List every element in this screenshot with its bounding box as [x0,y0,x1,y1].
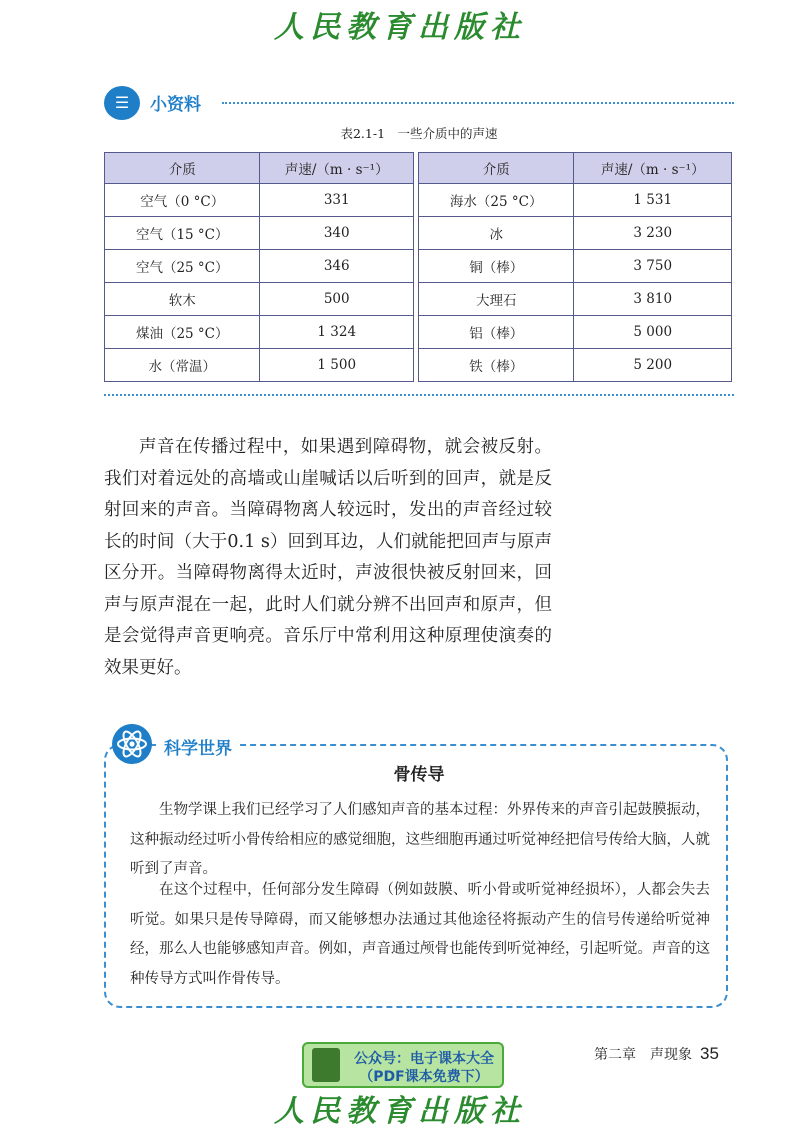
table-row [105,184,732,217]
medium-cell: 大理石 [418,283,574,316]
sound-speed-table [104,152,732,382]
medium-cell: 空气（15 °C） [105,217,260,250]
resource-section-header [104,86,734,120]
book-icon [312,1048,340,1082]
section-divider [104,394,734,396]
medium-cell: 冰 [418,217,574,250]
section-divider [222,102,734,104]
watermark-line: （PDF课本免费下） [359,1069,489,1085]
publisher-footer: 人民教育出版社 [274,1094,526,1129]
chapter-label: 第二章 声现象 [594,1047,692,1063]
science-world-header [112,724,732,764]
speed-cell: 1 500 [260,349,414,382]
speed-cell: 5 000 [574,316,732,349]
table-row [105,217,732,250]
resource-section-title: 小资料 [150,95,201,115]
medium-cell: 空气（0 °C） [105,184,260,217]
page-number: 35 [700,1044,719,1063]
table-row [105,250,732,283]
book-icon: ☰ [104,86,140,120]
box-paragraph: 生物学课上我们已经学习了人们感知声音的基本过程：外界传来的声音引起鼓膜振动，这种振动经过听小骨传给相应的感觉细胞，这些细胞再通过听觉神经把信号传给大脑，人就听到了声音。 [130,802,710,877]
speed-cell: 346 [260,250,414,283]
medium-cell: 水（常温） [105,349,260,382]
speed-cell: 3 810 [574,283,732,316]
table-row [105,283,732,316]
medium-cell: 软木 [105,283,260,316]
header-medium: 介质 [105,153,260,184]
speed-cell: 1 531 [574,184,732,217]
watermark-banner [302,1042,504,1088]
table-row [105,349,732,382]
medium-cell: 铝（棒） [418,316,574,349]
medium-cell: 铜（棒） [418,250,574,283]
atom-icon [112,724,152,764]
header-speed: 声速/（m · s⁻¹） [574,153,732,184]
speed-cell: 340 [260,217,414,250]
speed-cell: 331 [260,184,414,217]
box-paragraph: 在这个过程中，任何部分发生障碍（例如鼓膜、听小骨或听觉神经损坏），人都会失去听觉。如果只是传导障碍，而又能够想办法通过其他途径将振动产生的信号传递给听觉神经，那么人也能够感知声音。例如，声音通过颅骨也能传到听觉神经，引起听觉。声音的这种传导方式叫作骨传导。 [130,882,710,987]
table-row [105,316,732,349]
header-medium: 介质 [418,153,574,184]
speed-cell: 500 [260,283,414,316]
medium-cell: 空气（25 °C） [105,250,260,283]
speed-cell: 3 750 [574,250,732,283]
science-world-title: 科学世界 [160,734,236,759]
publisher-header: 人民教育出版社 [274,10,526,45]
body-paragraph: 声音在传播过程中，如果遇到障碍物，就会被反射。我们对着远处的高墙或山崖喊话以后听到的回声，就是反射回来的声音。当障碍物离人较远时，发出的声音经过较长的时间（大于0.1 s）回到耳边，人们就能把回声与原声区分开。当障碍物离得太近时，声波很快被反射回来，回声与原声混在一起，此时人们就分辨不出回声和原声，但是会觉得声音更响亮。音乐厅中常利用这种原理使演奏的效果更好。 [104,437,552,678]
speed-cell: 3 230 [574,217,732,250]
medium-cell: 海水（25 °C） [418,184,574,217]
watermark-line: 公众号：电子课本大全 [354,1051,494,1067]
table-header-row [105,153,732,184]
page-footer [594,1044,719,1064]
table-caption: 表2.1-1 一些介质中的声速 [340,126,498,141]
speed-cell: 5 200 [574,349,732,382]
box-heading: 骨传导 [393,765,445,785]
medium-cell: 铁（棒） [418,349,574,382]
medium-cell: 煤油（25 °C） [105,316,260,349]
speed-cell: 1 324 [260,316,414,349]
header-speed: 声速/（m · s⁻¹） [260,153,414,184]
